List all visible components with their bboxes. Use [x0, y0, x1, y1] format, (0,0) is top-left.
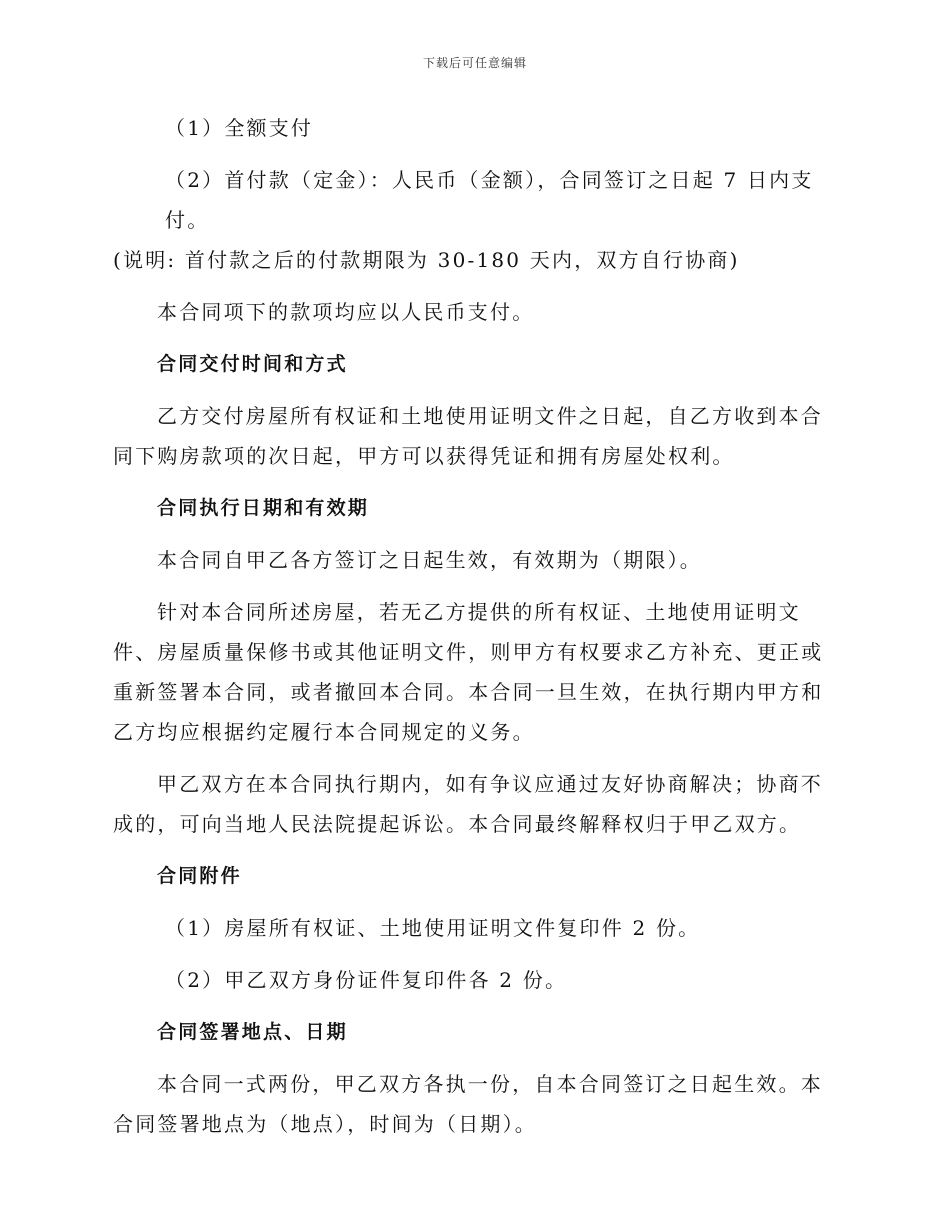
dispute-clause: 甲乙双方在本合同执行期内，如有争议应通过友好协商解决；协商不成的，可向当地人民法院提起诉讼。本合同最终解释权归于甲乙双方。	[113, 772, 823, 836]
attachment-item-1: （1）房屋所有权证、土地使用证明文件复印件 2 份。	[165, 916, 701, 940]
attachment-item-2: （2）甲乙双方身份证件复印件各 2 份。	[165, 968, 568, 992]
section-heading-attachments: 合同附件	[157, 865, 242, 887]
section-heading-delivery: 合同交付时间和方式	[157, 353, 348, 375]
signing-clause: 本合同一式两份，甲乙双方各执一份，自本合同签订之日起生效。本合同签署地点为（地点），时间为（日期）。	[113, 1072, 823, 1136]
document-body	[113, 108, 835, 1144]
page-header: 下载后可任意编辑	[422, 56, 527, 70]
section-heading-signing: 合同签署地点、日期	[157, 1021, 348, 1043]
payment-option-deposit: （2）首付款（定金）：人民币（金额），合同签订之日起 7 日内支付。	[165, 168, 814, 232]
payment-note: (说明: 首付款之后的付款期限为 30-180 天内，双方自行协商)	[113, 248, 740, 272]
section-heading-validity: 合同执行日期和有效期	[157, 497, 370, 519]
delivery-clause: 乙方交付房屋所有权证和土地使用证明文件之日起，自乙方收到本合同下购房款项的次日起，甲方可以获得凭证和拥有房屋处权利。	[113, 404, 823, 468]
validity-clause: 本合同自甲乙各方签订之日起生效，有效期为（期限）。	[157, 548, 702, 572]
documents-clause: 针对本合同所述房屋，若无乙方提供的所有权证、土地使用证明文件、房屋质量保修书或其他证明文件，则甲方有权要求乙方补充、更正或重新签署本合同，或者撤回本合同。本合同一旦生效，在执行期内甲方和乙方均应根据约定履行本合同规定的义务。	[113, 600, 824, 744]
currency-clause: 本合同项下的款项均应以人民币支付。	[157, 300, 535, 324]
payment-option-full: （1）全额支付	[165, 116, 314, 140]
